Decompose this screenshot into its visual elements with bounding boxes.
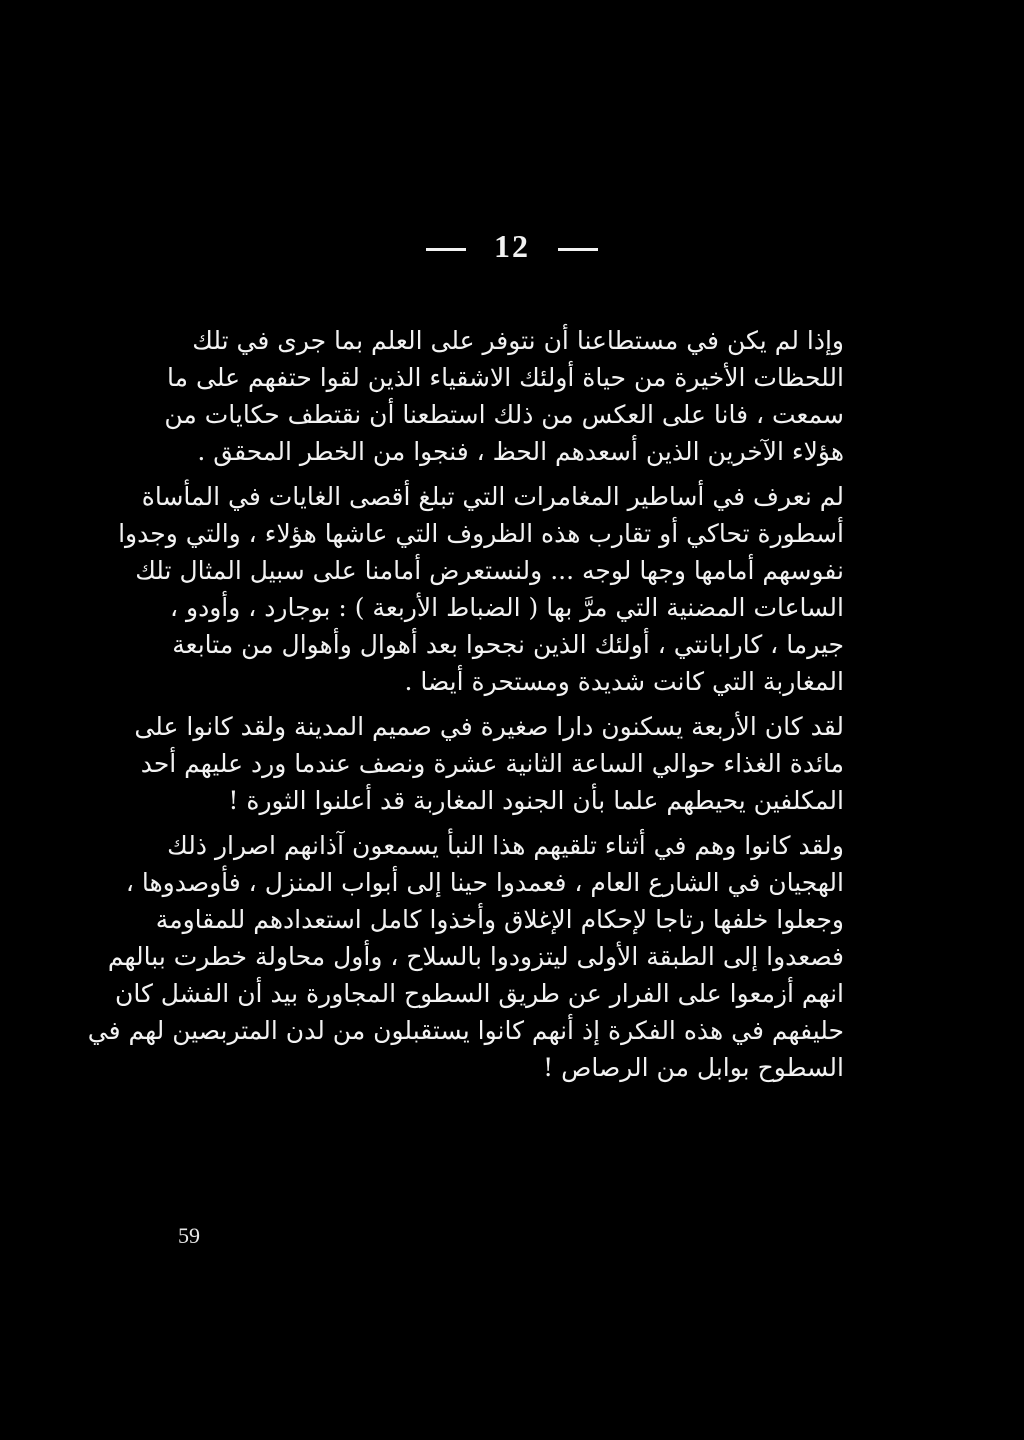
header-dash-left <box>426 248 466 251</box>
text-line: وإذا لم يكن في مستطاعنا أن نتوفر على العلم بما جرى في تلك <box>192 326 844 355</box>
paragraph <box>118 478 844 700</box>
text-line: ولقد كانوا وهم في أثناء تلقيهم هذا النبأ يسمعون آذانهم اصرار ذلك <box>167 831 844 860</box>
text-line: لقد كان الأربعة يسكنون دارا صغيرة في صميم المدينة ولقد كانوا على <box>134 712 844 741</box>
paragraph <box>87 827 844 1086</box>
text-line: وجعلوا خلفها رتاجا لإحكام الإغلاق وأخذوا كامل استعدادهم للمقاومة <box>155 905 844 934</box>
text-line: انهم أزمعوا على الفرار عن طريق السطوح المجاورة بيد أن الفشل كان <box>114 979 844 1008</box>
text-line: أسطورة تحاكي أو تقارب هذه الظروف التي عاشها هؤلاء ، والتي وجدوا <box>118 519 844 548</box>
text-line: سمعت ، فانا على العكس من ذلك استطعنا أن نقتطف حكايات من <box>164 400 844 429</box>
text-line: فصعدوا إلى الطبقة الأولى ليتزودوا بالسلاح ، وأول محاولة خطرت ببالهم <box>107 942 844 971</box>
text-line: الساعات المضنية التي مرَّ بها ( الضباط الأربعة ) : بوجارد ، وأودو ، <box>169 593 844 622</box>
chapter-number: 12 <box>494 228 530 264</box>
text-line: هؤلاء الآخرين الذين أسعدهم الحظ ، فنجوا من الخطر المحقق . <box>197 437 844 466</box>
page-number: 59 <box>178 1223 200 1248</box>
text-line: الهجيان في الشارع العام ، فعمدوا حينا إلى أبواب المنزل ، فأوصدوها ، <box>125 868 844 897</box>
text-line: لم نعرف في أساطير المغامرات التي تبلغ أقصى الغايات في المأساة <box>141 482 844 511</box>
header-dash-right <box>558 248 598 251</box>
text-line: المغاربة التي كانت شديدة ومستحرة أيضا . <box>404 667 844 696</box>
paragraph <box>164 322 844 470</box>
text-line: اللحظات الأخيرة من حياة أولئك الاشقياء الذين لقوا حتفهم على ما <box>167 363 844 392</box>
paragraph <box>134 708 844 819</box>
text-line: نفوسهم أمامها وجها لوجه ... ولنستعرض أمامنا على سبيل المثال تلك <box>135 556 844 585</box>
text-line: السطوح بوابل من الرصاص ! <box>543 1053 844 1082</box>
text-line: جيرما ، كارابانتي ، أولئك الذين نجحوا بعد أهوال وأهوال من متابعة <box>172 630 844 659</box>
text-line: مائدة الغذاء حوالي الساعة الثانية عشرة ونصف عندما ورد عليهم أحد <box>140 749 844 778</box>
body-text <box>87 322 844 1094</box>
page-header <box>0 228 1024 265</box>
text-line: حليفهم في هذه الفكرة إذ أنهم كانوا يستقبلون من لدن المتربصين لهم في <box>87 1016 844 1045</box>
text-line: المكلفين يحيطهم علما بأن الجنود المغاربة قد أعلنوا الثورة ! <box>228 786 844 815</box>
